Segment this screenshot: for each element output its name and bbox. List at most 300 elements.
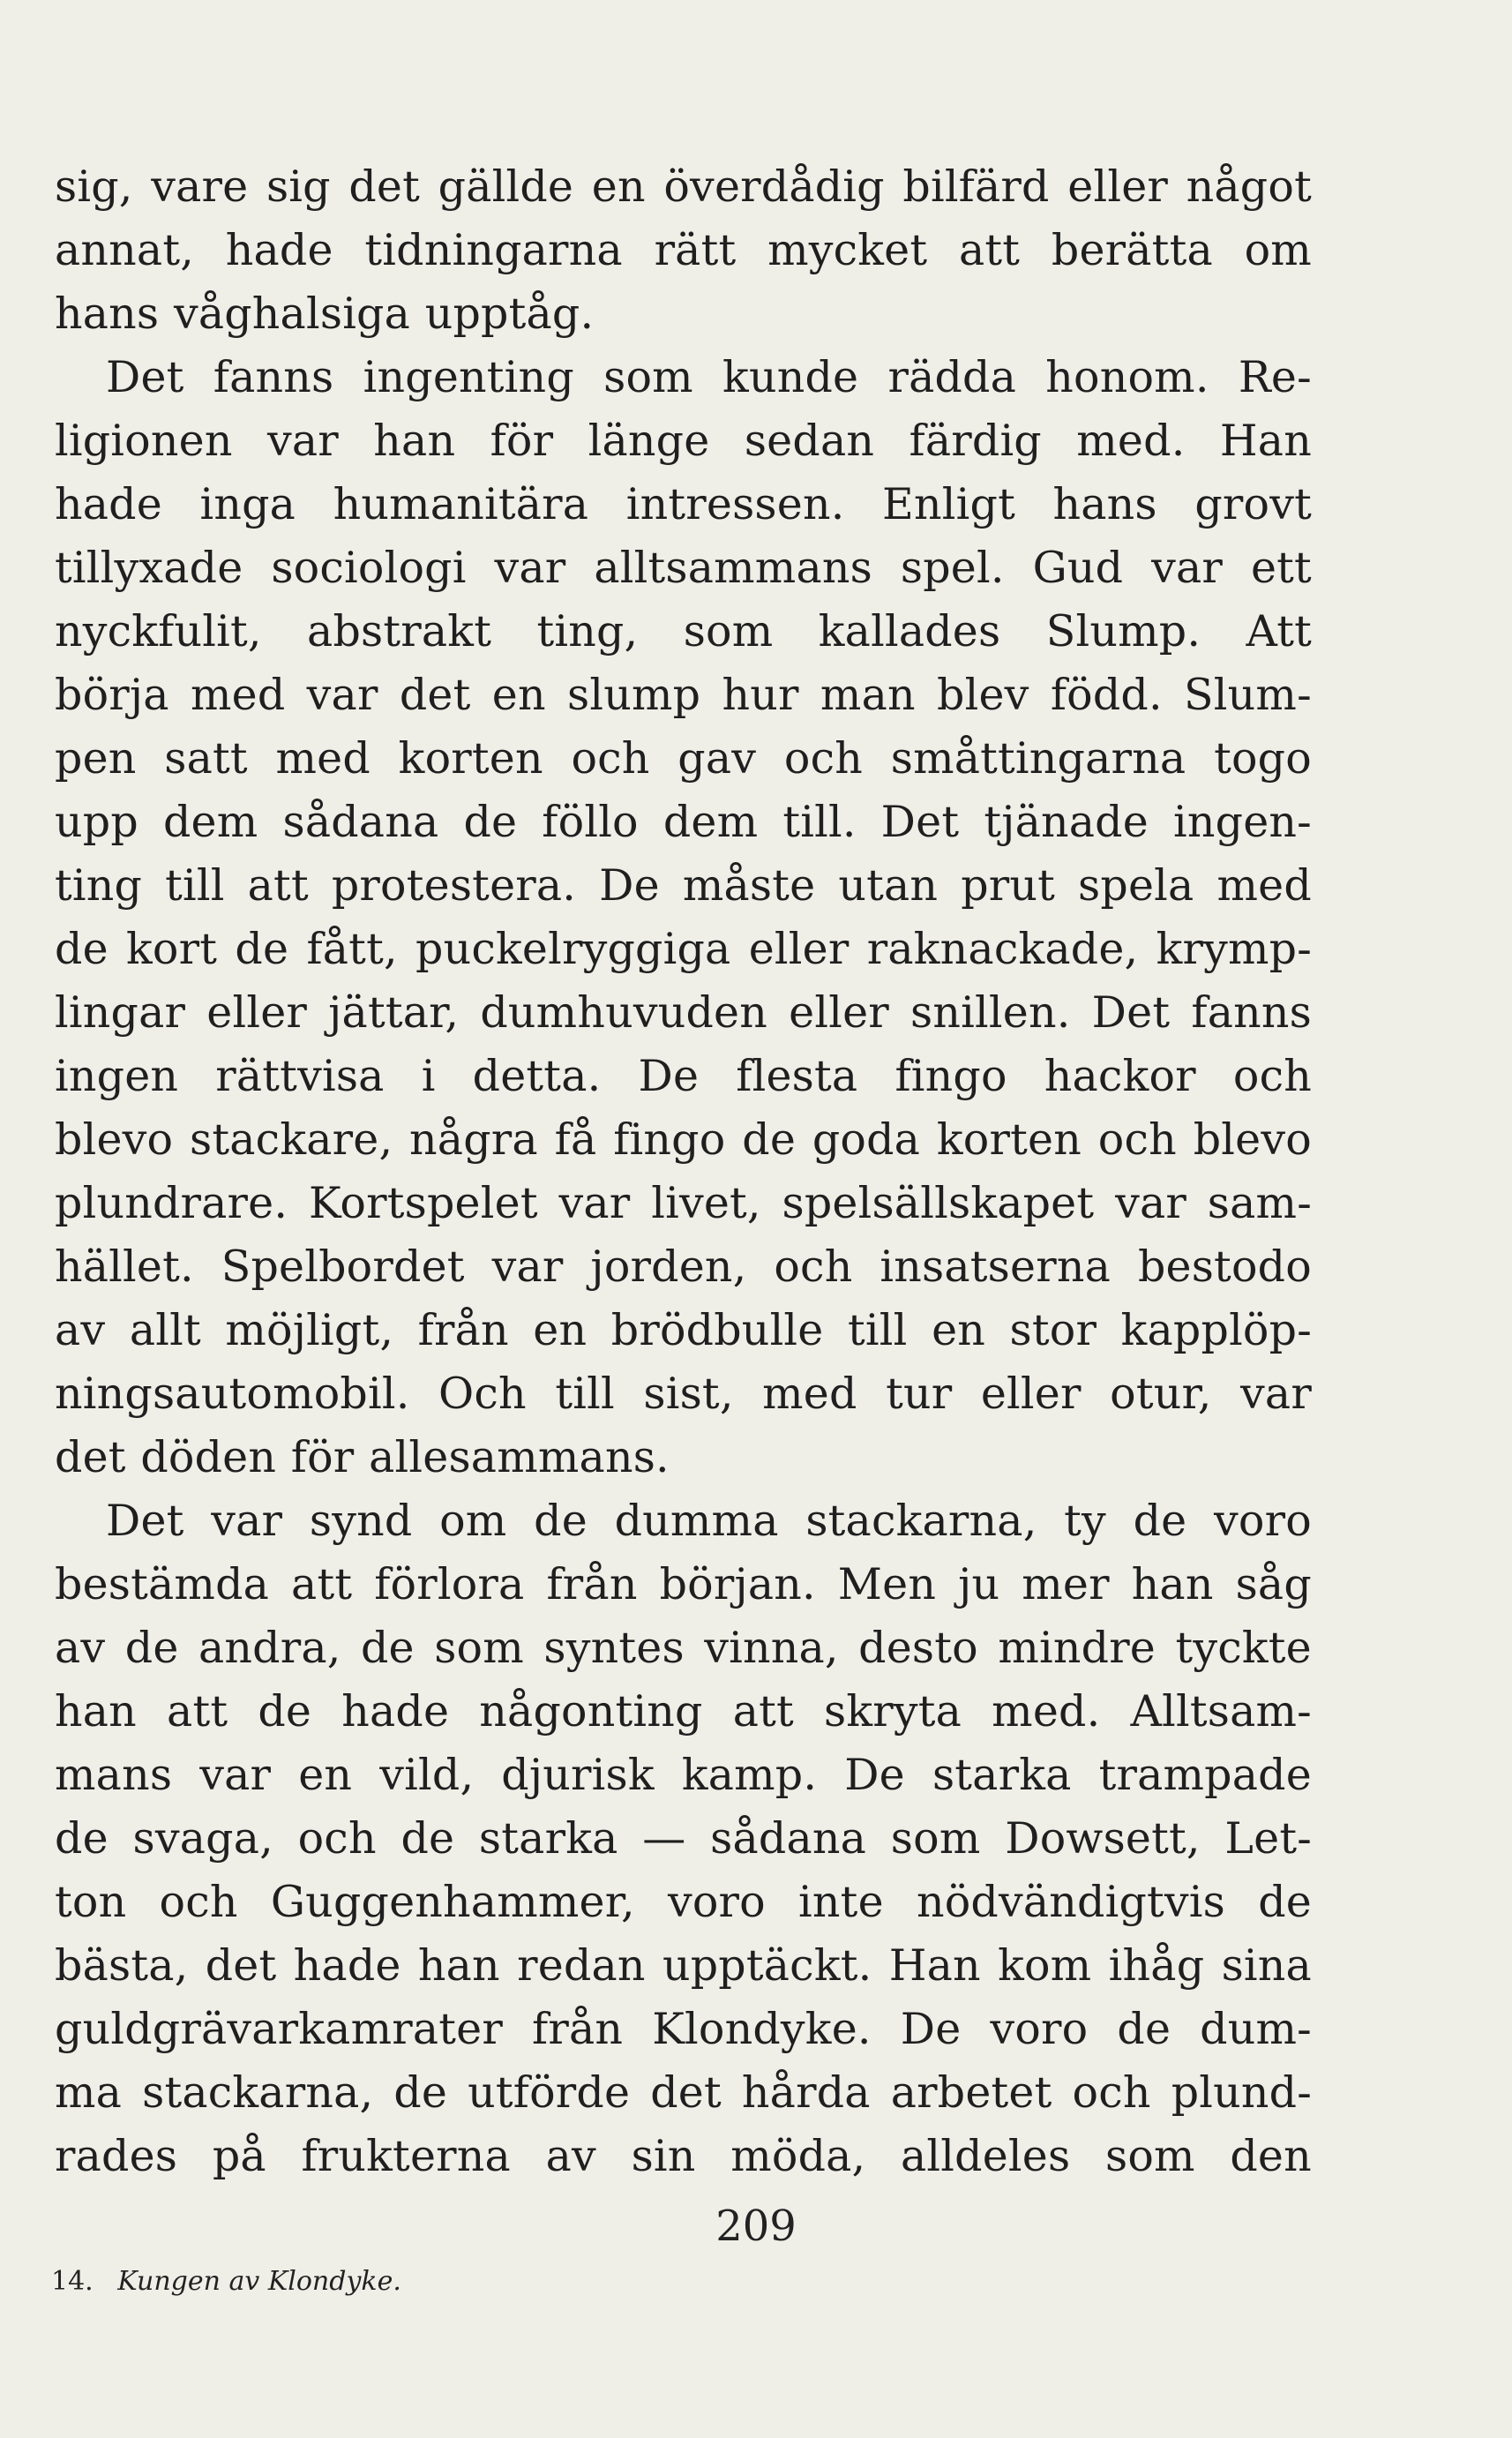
word: kom	[998, 1940, 1092, 1991]
word: med	[762, 1369, 857, 1419]
word: han	[373, 416, 456, 466]
word: utförde	[468, 2067, 631, 2118]
word: Klondyke.	[652, 2004, 872, 2054]
word: hället.	[55, 1242, 194, 1292]
word: såg	[1235, 1559, 1312, 1609]
word: Enligt	[882, 479, 1015, 529]
word: hackor	[1044, 1051, 1196, 1101]
word: rättvisa	[215, 1051, 385, 1101]
text-line	[55, 1172, 1312, 1235]
word: med	[275, 733, 371, 784]
word: djurisk	[501, 1750, 655, 1800]
word: de	[124, 1623, 179, 1673]
word: allt	[129, 1305, 201, 1355]
signature-title: Kungen av Klondyke.	[117, 2266, 401, 2297]
word: de	[393, 2067, 448, 2118]
word: abstrakt	[307, 606, 492, 656]
word: och	[1072, 2067, 1151, 2118]
word: starka	[478, 1813, 618, 1864]
word: vinna,	[704, 1623, 839, 1673]
word: humanitära	[333, 479, 589, 529]
word: och	[774, 1242, 853, 1292]
word: lingar	[55, 987, 186, 1038]
word: det	[55, 1432, 126, 1482]
word: att	[291, 1559, 353, 1609]
word: en	[591, 161, 646, 212]
word: skryta	[824, 1686, 962, 1737]
word: som	[1104, 2131, 1195, 2181]
word: tillyxade	[55, 543, 243, 593]
word: som	[434, 1623, 524, 1673]
text-line	[55, 473, 1312, 536]
word: den	[1230, 2131, 1312, 2181]
word: Slum-	[1184, 670, 1312, 720]
page-number: 209	[715, 2202, 797, 2251]
word: insatserna	[880, 1242, 1112, 1292]
word: stackarna,	[805, 1496, 1037, 1546]
text-line	[55, 346, 1312, 409]
word: med.	[992, 1686, 1101, 1737]
word: kort	[126, 924, 218, 974]
word: de	[55, 1813, 109, 1864]
word: eller	[748, 924, 850, 974]
word: eller	[980, 1369, 1082, 1419]
word: eller	[206, 987, 308, 1038]
word: annat,	[55, 225, 195, 275]
word: raknackade,	[866, 924, 1139, 974]
word: på	[212, 2131, 266, 2181]
word: med	[190, 670, 286, 720]
word: stackarna,	[142, 2067, 374, 2118]
word: sam-	[1207, 1178, 1312, 1228]
word: eller	[1067, 161, 1169, 212]
word: grovt	[1194, 479, 1312, 529]
word: var	[1240, 1369, 1312, 1419]
word: alldeles	[900, 2131, 1071, 2181]
text-line	[55, 1807, 1312, 1871]
word: fingo	[894, 1051, 1007, 1101]
word: en	[491, 670, 546, 720]
word: sin	[631, 2131, 696, 2181]
word: och	[1097, 1114, 1177, 1165]
word: någonting	[479, 1686, 703, 1737]
word: ihåg	[1108, 1940, 1205, 1991]
word: rades	[55, 2131, 178, 2181]
word: ton	[55, 1877, 127, 1927]
word: han	[1131, 1559, 1214, 1609]
word: ting	[55, 860, 143, 911]
word: det	[205, 1940, 277, 1991]
word: börja	[55, 670, 169, 720]
body-text	[55, 155, 1312, 2188]
word: pen	[55, 733, 137, 784]
word: berätta	[1051, 225, 1213, 275]
word: plundrare.	[55, 1178, 288, 1228]
word: början.	[659, 1559, 816, 1609]
word: gav	[677, 733, 757, 784]
word: hade	[225, 225, 333, 275]
word: sina	[1221, 1940, 1312, 1991]
word: svaga,	[132, 1813, 273, 1864]
word: möjligt,	[225, 1305, 394, 1355]
word: till	[165, 860, 225, 911]
word: gällde	[438, 161, 574, 212]
word: Det	[106, 352, 184, 402]
word: kapplöp-	[1120, 1305, 1312, 1355]
word: dum-	[1200, 2004, 1312, 2054]
word: det	[650, 2067, 722, 2118]
word: mindre	[998, 1623, 1156, 1673]
word: intressen.	[625, 479, 845, 529]
word: frukterna	[301, 2131, 511, 2181]
word: snillen.	[910, 987, 1071, 1038]
word: var	[266, 416, 339, 466]
word: —	[642, 1813, 686, 1864]
word: Han	[1219, 416, 1312, 466]
word: och	[783, 733, 863, 784]
text-line	[55, 219, 1312, 282]
word: man	[820, 670, 916, 720]
word: var	[491, 1242, 564, 1292]
word: fått,	[306, 924, 398, 974]
word: bästa,	[55, 1940, 189, 1991]
word: från	[417, 1305, 509, 1355]
word: inte	[798, 1877, 884, 1927]
word: rädda	[887, 352, 1017, 402]
word: de	[463, 797, 518, 847]
word: sociologi	[271, 543, 467, 593]
text-line	[55, 2125, 1312, 2188]
word: hade	[341, 1686, 450, 1737]
word: det	[399, 670, 471, 720]
word: en	[533, 1305, 588, 1355]
word: dumhuvuden	[480, 987, 767, 1038]
word: var	[494, 543, 566, 593]
word: av	[545, 2131, 596, 2181]
word: ting,	[536, 606, 639, 656]
text-line	[55, 1871, 1312, 1934]
word: jättar,	[328, 987, 460, 1038]
word: som	[603, 352, 693, 402]
text-line	[55, 1680, 1312, 1744]
word: var	[1151, 543, 1224, 593]
word: av	[55, 1623, 106, 1673]
word: var	[558, 1178, 631, 1228]
word: prut	[961, 860, 1056, 911]
word: fanns	[213, 352, 334, 402]
word: De	[900, 2004, 962, 2054]
word: de	[400, 1813, 455, 1864]
word: utan	[838, 860, 939, 911]
word: Och	[438, 1369, 527, 1419]
word: och	[571, 733, 650, 784]
word: blevo	[55, 1114, 174, 1165]
word: ligionen	[55, 416, 233, 466]
word: måste	[682, 860, 816, 911]
word: från	[532, 2004, 624, 2054]
text-line	[55, 791, 1312, 854]
text-line	[55, 981, 1312, 1045]
word: länge	[588, 416, 710, 466]
word: våghalsiga	[173, 289, 411, 339]
word: Guggenhammer,	[270, 1877, 635, 1927]
word: Kortspelet	[308, 1178, 538, 1228]
word: sedan	[744, 416, 875, 466]
word: föllo	[542, 797, 639, 847]
word: sist,	[643, 1369, 734, 1419]
word: de	[360, 1623, 415, 1673]
word: brödbulle	[610, 1305, 824, 1355]
word: en	[298, 1750, 353, 1800]
word: desto	[858, 1623, 978, 1673]
word: De	[844, 1750, 905, 1800]
word: ma	[55, 2067, 123, 2118]
word: satt	[164, 733, 248, 784]
word: fingo	[613, 1114, 726, 1165]
word: arbetet	[890, 2067, 1052, 2118]
word: korten	[936, 1114, 1082, 1165]
word: kunde	[722, 352, 859, 402]
word: voro	[990, 2004, 1089, 2054]
word: spelsällskapet	[782, 1178, 1095, 1228]
word: allesammans.	[369, 1432, 670, 1482]
word: till.	[782, 797, 857, 847]
word: Det	[880, 797, 960, 847]
word: han	[417, 1940, 500, 1991]
word: honom.	[1045, 352, 1209, 402]
word: slump	[567, 670, 701, 720]
word: alltsammans	[594, 543, 872, 593]
word: Alltsam-	[1130, 1686, 1312, 1737]
word: Men	[837, 1559, 937, 1609]
word: att	[247, 860, 309, 911]
printer-signature	[51, 2264, 401, 2299]
word: upptäckt.	[662, 1940, 872, 1991]
word: de	[1258, 1877, 1312, 1927]
word: dumma	[614, 1496, 779, 1546]
word: något	[1186, 161, 1312, 212]
word: sådana	[282, 797, 439, 847]
word: de	[534, 1496, 588, 1546]
word: hans	[55, 289, 160, 339]
text-line	[55, 536, 1312, 600]
word: Han	[888, 1940, 981, 1991]
text-line	[55, 600, 1312, 664]
word: nyckfulit,	[55, 606, 262, 656]
word: hade	[293, 1940, 401, 1991]
word: redan	[517, 1940, 646, 1991]
word: voro	[667, 1877, 766, 1927]
word: guldgrävarkamrater	[55, 2004, 504, 2054]
text-line	[55, 1934, 1312, 1998]
text-line	[55, 155, 1312, 219]
word: Re-	[1238, 352, 1312, 402]
word: tyckte	[1175, 1623, 1312, 1673]
word: och	[1232, 1051, 1312, 1101]
word: de	[55, 924, 109, 974]
word: hade	[55, 479, 162, 529]
word: småttingarna	[890, 733, 1186, 784]
word: till	[555, 1369, 615, 1419]
signature-number: 14.	[51, 2266, 94, 2297]
word: sig	[266, 161, 331, 212]
text-line	[55, 1998, 1312, 2061]
word: de	[235, 924, 289, 974]
word: goda	[812, 1114, 921, 1165]
text-line	[55, 1489, 1312, 1553]
word: voro	[1214, 1496, 1312, 1546]
text-line	[55, 727, 1312, 791]
word: få	[554, 1114, 597, 1165]
word: Let-	[1224, 1813, 1312, 1864]
word: otur,	[1110, 1369, 1212, 1419]
word: eller	[789, 987, 889, 1038]
text-line	[55, 1235, 1312, 1299]
word: med	[1216, 860, 1312, 911]
word: upptåg.	[424, 289, 595, 339]
word: flesta	[736, 1051, 858, 1101]
word: Det	[1091, 987, 1171, 1038]
text-line	[55, 854, 1312, 918]
word: var	[211, 1496, 283, 1546]
word: det	[348, 161, 421, 212]
word: starka	[932, 1750, 1072, 1800]
text-line	[55, 1045, 1312, 1108]
word: blev	[937, 670, 1029, 720]
word: de	[742, 1114, 797, 1165]
word: för	[490, 416, 554, 466]
text-line	[55, 1617, 1312, 1680]
text-line	[55, 1362, 1312, 1426]
word: synd	[309, 1496, 413, 1546]
word: dem	[662, 797, 759, 847]
word: döden	[140, 1432, 277, 1482]
word: tidningarna	[364, 225, 623, 275]
word: i	[421, 1051, 436, 1101]
text-line	[55, 1553, 1312, 1617]
word: bestämda	[55, 1559, 270, 1609]
word: ju	[958, 1559, 1000, 1609]
word: om	[1244, 225, 1312, 275]
word: kallades	[818, 606, 1001, 656]
word: att	[732, 1686, 794, 1737]
text-line	[55, 2061, 1312, 2125]
word: stor	[1009, 1305, 1097, 1355]
word: var	[1115, 1178, 1186, 1228]
word: andra,	[198, 1623, 341, 1673]
word: som	[890, 1813, 981, 1864]
word: var	[306, 670, 378, 720]
word: protestera.	[331, 860, 577, 911]
text-line	[55, 1426, 1312, 1489]
word: syntes	[543, 1623, 685, 1673]
word: hans	[1052, 479, 1157, 529]
word: ty	[1064, 1496, 1106, 1546]
word: som	[683, 606, 774, 656]
word: Dowsett,	[1005, 1813, 1201, 1864]
word: några	[409, 1114, 538, 1165]
text-line	[55, 918, 1312, 981]
word: av	[55, 1305, 106, 1355]
word: togo	[1214, 733, 1312, 784]
word: bilfärd	[902, 161, 1050, 212]
word: kamp.	[681, 1750, 818, 1800]
word: rätt	[654, 225, 737, 275]
word: möda,	[730, 2131, 866, 2181]
word: färdig	[909, 416, 1042, 466]
word: han	[55, 1686, 137, 1737]
word: stackare,	[190, 1114, 393, 1165]
word: född.	[1050, 670, 1163, 720]
word: korten	[398, 733, 543, 784]
word: från	[546, 1559, 638, 1609]
word: Slump.	[1045, 606, 1201, 656]
word: livet,	[651, 1178, 761, 1228]
word: att	[958, 225, 1021, 275]
word: De	[638, 1051, 700, 1101]
word: förlora	[374, 1559, 525, 1609]
word: till	[848, 1305, 908, 1355]
word: nödvändigtvis	[916, 1877, 1226, 1927]
word: Det	[106, 1496, 184, 1546]
word: Att	[1246, 606, 1312, 656]
word: puckelryggiga	[415, 924, 731, 974]
word: de	[258, 1686, 312, 1737]
word: ingenting	[363, 352, 574, 402]
word: detta.	[472, 1051, 602, 1101]
word: tjänade	[984, 797, 1149, 847]
word: fanns	[1191, 987, 1312, 1038]
word: ingen	[55, 1051, 179, 1101]
word: med.	[1076, 416, 1186, 466]
word: inga	[199, 479, 296, 529]
word: hårda	[741, 2067, 871, 2118]
word: mer	[1022, 1559, 1110, 1609]
word: för	[290, 1432, 355, 1482]
text-line	[55, 1299, 1312, 1362]
word: krymp-	[1156, 924, 1312, 974]
word: spel.	[900, 543, 1005, 593]
word: var	[199, 1750, 272, 1800]
word: ett	[1250, 543, 1312, 593]
word: de	[1133, 1496, 1187, 1546]
word: mycket	[767, 225, 928, 275]
word: trampade	[1098, 1750, 1312, 1800]
text-line	[55, 409, 1312, 473]
word: De	[599, 860, 660, 911]
text-line	[55, 664, 1312, 727]
word: vild,	[379, 1750, 475, 1800]
word: bestodo	[1137, 1242, 1312, 1292]
word: blevo	[1193, 1114, 1312, 1165]
word: och	[159, 1877, 238, 1927]
word: överdådig	[663, 161, 885, 212]
word: mans	[55, 1750, 173, 1800]
word: Spelbordet	[221, 1242, 465, 1292]
text-line	[55, 1744, 1312, 1807]
word: om	[439, 1496, 507, 1546]
word: plund-	[1171, 2067, 1312, 2118]
word: spela	[1078, 860, 1194, 911]
text-line	[55, 1108, 1312, 1172]
word: sådana	[710, 1813, 867, 1864]
word: Gud	[1032, 543, 1124, 593]
word: jorden,	[590, 1242, 747, 1292]
word: dem	[162, 797, 258, 847]
word: hur	[722, 670, 799, 720]
word: tur	[886, 1369, 953, 1419]
word: vare	[151, 161, 249, 212]
